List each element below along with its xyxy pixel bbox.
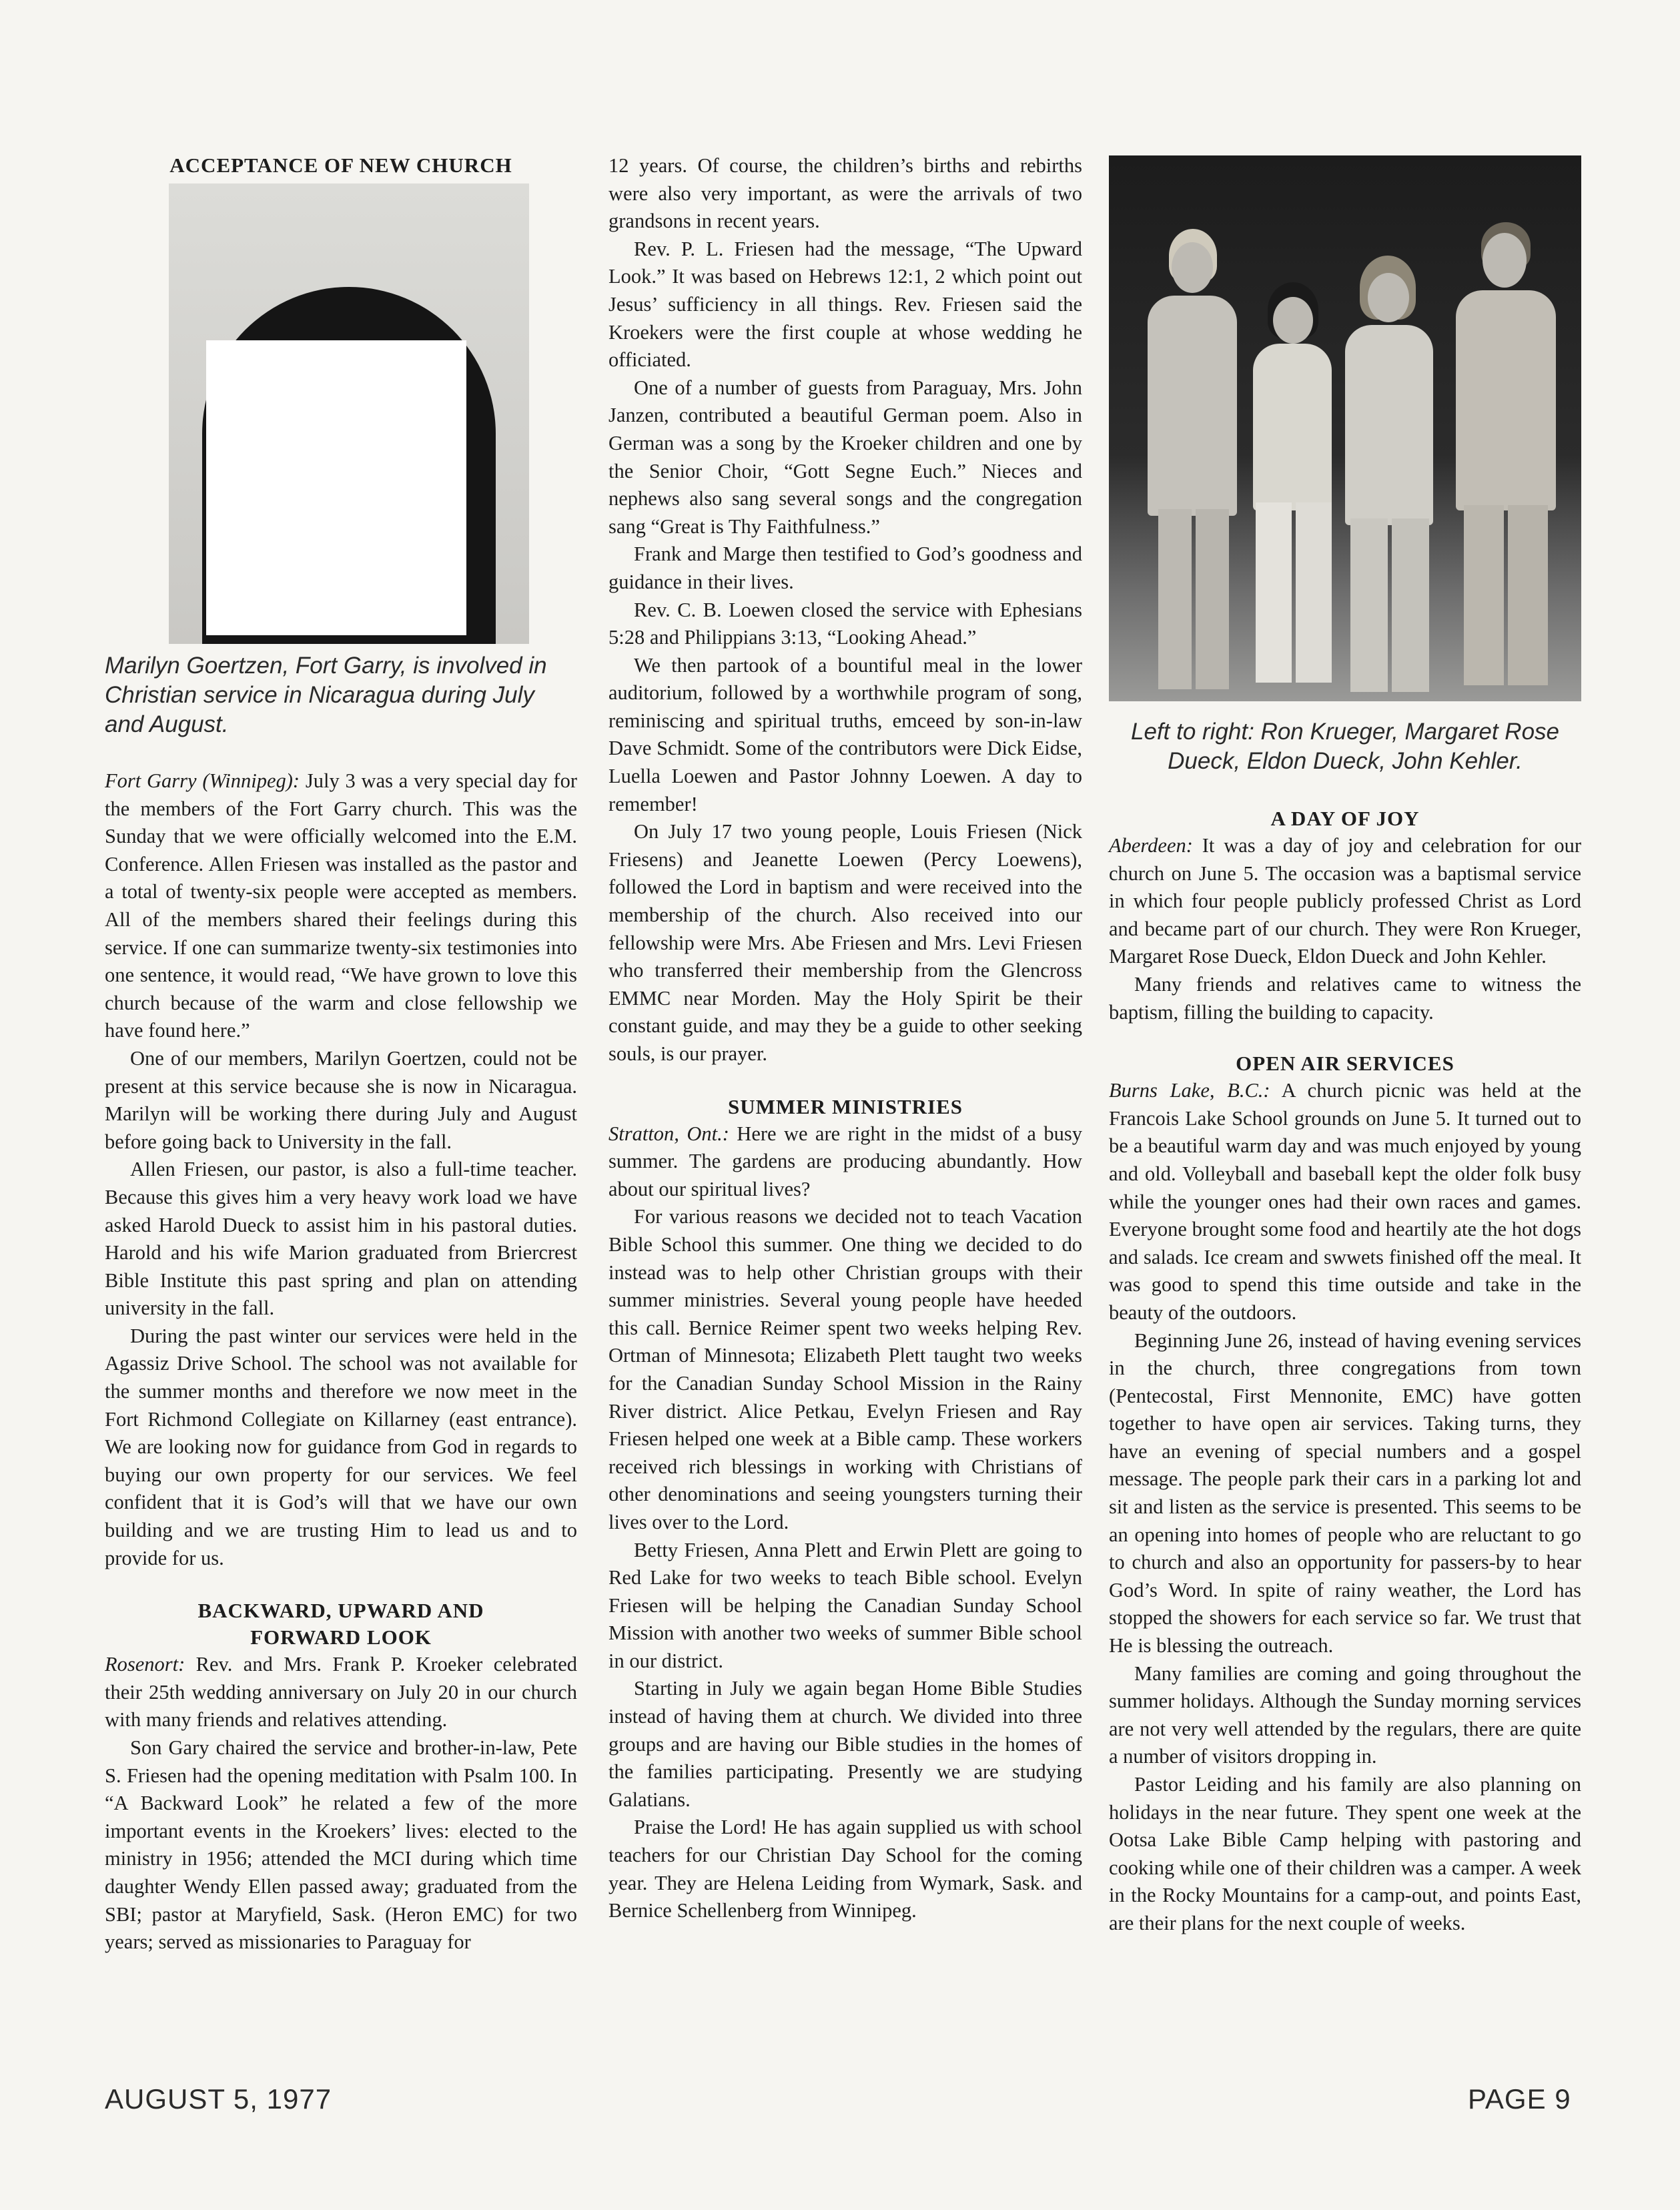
paragraph: Rev. C. B. Loewen closed the service with Ephesians 5:28 and Philippians 3:13, “Looking Ahead.” — [608, 598, 1082, 649]
column-1-body — [105, 651, 577, 1956]
footer-date: AUGUST 5, 1977 — [105, 2083, 332, 2115]
paragraph: During the past winter our services were held in the Agassiz Drive School. The school was not available for the summer months and therefore we now meet in the Fort Richmond Collegiate on Killarney (east entrance). We are looking now for guidance from God in regards to buying our own property for our services. We feel confident that it is God’s will that we have our own building and we are trusting Him to lead us and to provide for us. — [105, 1324, 577, 1569]
paragraph: Frank and Marge then testified to God’s goodness and guidance in their lives. — [608, 542, 1082, 593]
paragraph: Son Gary chaired the service and brother-in-law, Pete S. Friesen had the opening meditation with Psalm 100. In “A Backward Look” he related a few of the more important events in the Kroekers’ lives: elected to the ministry in 1956; attended the MCI during which time daughter Wendy Ellen passed away; graduated from the SBI; pastor at Maryfield, Sask. (Heron EMC) for two years; served as missionaries to Paraguay for — [105, 1736, 577, 1954]
location-label: Aberdeen: — [1109, 834, 1193, 857]
paragraph: Many families are coming and going throughout the summer holidays. Although the Sunday morning services are not very well attended by the regulars, there are quite a number of visitors dropping in. — [1109, 1662, 1581, 1768]
paragraph: Beginning June 26, instead of having evening services in the church, three congregations from town (Pentecostal, First Mennonite, EMC) have gotten together to have open air services. Taking turns, they have an evening of special numbers and a gospel message. The people park their cars in a parking lot and sit and listen as the service is presented. This seems to be an opening into homes of people who are reluctant to go to church and also an opportunity for passers-by to hear God’s Word. In spite of rainy weather, the Lord has stopped the showers for each service so far. We trust that He is blessing the outreach. — [1109, 1329, 1581, 1658]
paragraph: Pastor Leiding and his family are also planning on holidays in the near future. They spent one week at the Ootsa Lake Bible Camp helping with pastoring and cooking while one of their children was a camper. A week in the Rocky Mountains for a camp-out, and points East, are their plans for the next couple of weeks. — [1109, 1773, 1581, 1934]
paragraph: Burns Lake, B.C.: A church picnic was held at the Francois Lake School grounds on June 5. It turned out to be a beautiful warm day and was much enjoyed by young and old. Volleyball and baseball kept the older folk busy while the younger ones had their own races and games. Everyone brought some food and heartily ate the hot dogs and salads. Ice cream and swwets finished off the meal. It was good to spend this time outside and take in the beauty of the outdoors. — [1109, 1079, 1581, 1324]
portrait-photo — [169, 183, 529, 644]
paragraph: Betty Friesen, Anna Plett and Erwin Plett are going to Red Lake for two weeks to teach Bible school. Evelyn Friesen will be helping the Canadian Sunday School Mission with another two weeks of summer Bible school in our district. — [608, 1538, 1082, 1672]
paragraph: Many friends and relatives came to witness the baptism, filling the building to capacity. — [1109, 972, 1581, 1024]
person-john-kehler — [1449, 222, 1563, 696]
photo-caption-group: Left to right: Ron Krueger, Margaret Rose Dueck, Eldon Dueck, John Kehler. — [1131, 719, 1559, 774]
location-label: Burns Lake, B.C.: — [1109, 1079, 1270, 1102]
column-2 — [608, 152, 1082, 1925]
column-3 — [1109, 717, 1581, 1938]
heading-acceptance: ACCEPTANCE OF NEW CHURCH — [169, 153, 512, 177]
paragraph: One of a number of guests from Paraguay, Mrs. John Janzen, contributed a beautiful German poem. Also in German was a song by the Kroeker children and one by the Senior Choir, “Gott Segne Euch.” Nieces and nephews also sang several songs and the congregation sang “Great is Thy Faithfulness.” — [608, 376, 1082, 538]
paragraph: Aberdeen: It was a day of joy and celebration for our church on June 5. The occasion was a baptismal service in which four people publicly professed Christ as Lord and became part of our church. They were Ron Krueger, Margaret Rose Dueck, Eldon Dueck and John Kehler. — [1109, 834, 1581, 968]
paragraph: Rev. P. L. Friesen had the message, “The Upward Look.” It was based on Hebrews 12:1, 2 which point out Jesus’ sufficiency in all things. Rev. Friesen said the Kroekers were the first couple at whose wedding he officiated. — [608, 237, 1082, 372]
heading-open-air-services: OPEN AIR SERVICES — [1236, 1052, 1454, 1076]
redaction-box — [206, 340, 466, 635]
location-label: Rosenort: — [105, 1653, 185, 1676]
group-baptism-photo — [1109, 155, 1581, 701]
paragraph: For various reasons we decided not to teach Vacation Bible School this summer. One thing we decided to do instead was to help other Christian groups with their summer ministries. Several young people have heeded this call. Bernice Reimer spent two weeks helping Rev. Ortman of Minnesota; Elizabeth Plett taught two weeks for the Canadian Sunday School Mission in the Rainy River district. Alice Petkau, Evelyn Friesen and Ray Friesen helped one week at a Bible camp. These workers received rich blessings in working with Christians of other denominations and seeing youngsters turning their lives over to the Lord. — [608, 1205, 1082, 1533]
paragraph: One of our members, Marilyn Goertzen, could not be present at this service because she is now in Nicaragua. Marilyn will be working there during July and August before going back to University in the fall. — [105, 1046, 577, 1153]
column-1 — [105, 152, 577, 187]
paragraph: Rosenort: Rev. and Mrs. Frank P. Kroeker celebrated their 25th wedding anniversary on July 20 in our church with many friends and relatives attending. — [105, 1653, 577, 1732]
paragraph: Allen Friesen, our pastor, is also a full-time teacher. Because this gives him a very heavy work load we have asked Harold Dueck to assist him in his pastoral duties. Harold and his wife Marion graduated from Briercrest Bible Institute this past spring and plan on attending university in the fall. — [105, 1158, 577, 1320]
person-ron-krueger — [1142, 229, 1242, 696]
photo-caption-marilyn: Marilyn Goertzen, Fort Garry, is involved in Christian service in Nicaragua during July and August. — [105, 653, 547, 737]
heading-day-of-joy: A DAY OF JOY — [1270, 807, 1420, 830]
footer-page-number: PAGE 9 — [1468, 2083, 1571, 2115]
paragraph: Fort Garry (Winnipeg): July 3 was a very special day for the members of the Fort Garry church. This was the Sunday that we were officially welcomed into the E.M. Conference. Allen Friesen was installed as the pastor and a total of twenty-six people were accepted as members. All of the members shared their feelings during this service. If one can summarize twenty-six testimonies into one sentence, it would read, “We have grown to love this church because of the warm and close fellowship we have found here.” — [105, 769, 577, 1042]
person-eldon-dueck — [1336, 256, 1442, 696]
paragraph: On July 17 two young people, Louis Friesen (Nick Friesens) and Jeanette Loewen (Percy Loewens), followed the Lord in baptism and were received into the membership of the church. Also received into our fellowship were Mrs. Abe Friesen and Mrs. Levi Friesen who transferred their membership from the Glencross EMMC near Morden. May the Holy Spirit be their constant guide, and may they be a guide to other seeking souls, is our prayer. — [608, 820, 1082, 1065]
heading-backward-upward: BACKWARD, UPWARD AND FORWARD LOOK — [197, 1599, 484, 1649]
paragraph: We then partook of a bountiful meal in the lower auditorium, followed by a worthwhile program of song, reminiscing and spiritual truths, emceed by son-in-law Dave Schmidt. Some of the contributors were Dick Eidse, Luella Loewen and Pastor Johnny Loewen. A day to remember! — [608, 653, 1082, 815]
paragraph: Starting in July we again began Home Bible Studies instead of having them at church. We divided into three groups and are having our Bible studies in the homes of the families participating. Presently we are studying Galatians. — [608, 1677, 1082, 1811]
paragraph: Stratton, Ont.: Here we are right in the midst of a busy summer. The gardens are producing abundantly. How about our spiritual lives? — [608, 1122, 1083, 1200]
location-label: Stratton, Ont.: — [608, 1122, 729, 1145]
heading-summer-ministries: SUMMER MINISTRIES — [727, 1094, 963, 1118]
location-label: Fort Garry (Winnipeg): — [105, 769, 300, 792]
paragraph: 12 years. Of course, the children’s births and rebirths were also very important, as were the arrivals of two grandsons in recent years. — [608, 154, 1082, 233]
person-margaret-rose-dueck — [1242, 282, 1342, 696]
paragraph: Praise the Lord! He has again supplied us with school teachers for our Christian Day School for the coming year. They are Helena Leiding from Wymark, Sask. and Bernice Schellenberg from Winnipeg. — [608, 1816, 1082, 1922]
